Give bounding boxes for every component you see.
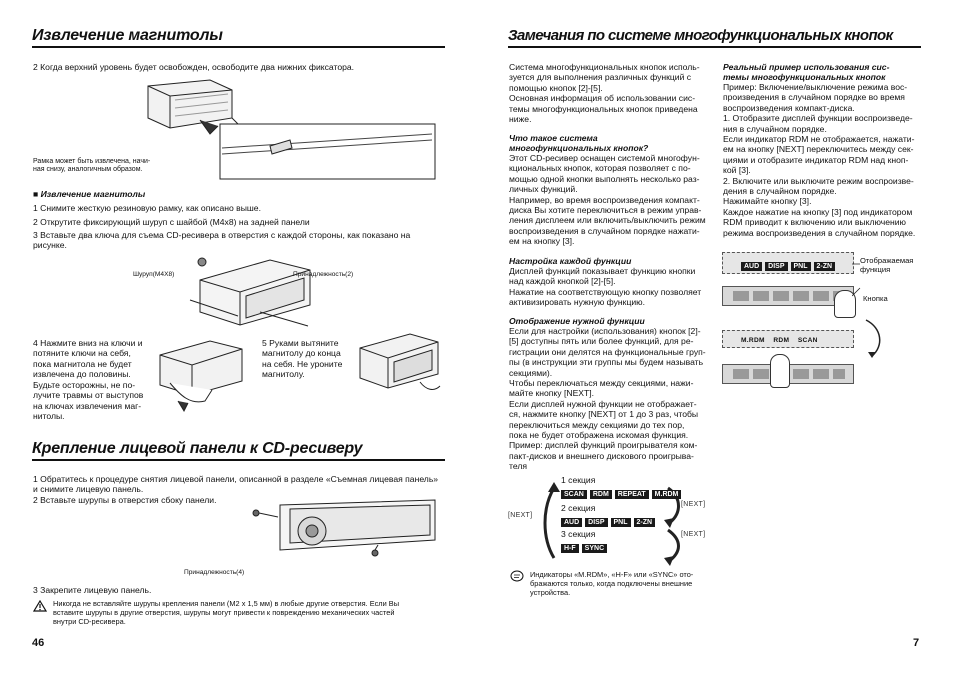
chip-repeat: REPEAT xyxy=(615,490,649,499)
chip-2zn: 2-ZN xyxy=(814,262,836,271)
note-icon xyxy=(510,570,524,582)
chip-aud: AUD xyxy=(561,518,582,527)
finger-icon xyxy=(770,354,790,388)
removal-sub-step-1: 1 Снимите жесткую резиновую рамку, как описано выше. xyxy=(33,203,261,213)
subheading-what-is: Что такое система многофункциональных кнопок? xyxy=(509,133,649,153)
displayed-function-label: Отображаемая функция xyxy=(860,256,914,274)
caution-text: Никогда не вставляйте шурупы крепления панели (M2 x 1,5 мм) в любые другие отверстия. Если Вы вставите шурупы в другие отверстия, шурупы могут привести к повреждению механических частей внутри CD-ресивера. xyxy=(53,599,400,626)
section-title-removal: Извлечение магнитолы xyxy=(32,27,223,44)
chip-aud: AUD xyxy=(741,262,762,271)
removal-sub-step-2: 2 Открутите фиксирующий шуруп с шайбой (M4x8) на задней панели xyxy=(33,217,310,227)
figure1-caption: Рамка может быть извлечена, начи- ная снизу, аналогичным образом. xyxy=(33,158,151,173)
label-rdm: RDM xyxy=(773,337,790,344)
curved-arrow-icon xyxy=(862,318,886,360)
warning-triangle-icon xyxy=(33,600,47,612)
chip-mrdm: M.RDM xyxy=(652,490,682,499)
removal-step-4: 4 Нажмите вниз на ключи и потяните ключи на себя, пока магнитола не будет извлечена до половины. xyxy=(33,338,143,380)
chip-disp: DISP xyxy=(585,518,607,527)
page-number-left: 46 xyxy=(32,637,45,649)
removal-step-2: 2 Когда верхний уровень будет освобожден, освободите два нижних фиксатора. xyxy=(33,62,355,72)
real-example-paragraph: Пример: Включение/выключение режима вос- произведения в случайном порядке во время воспроизведения компакт-диска. 1. Отобразите дисплей функции воспроизведе- ния в случайном порядке. Если индикатор RDM не отображается, нажати- ем на кнопку [NEXT] переключитесь между сек- циями и отобразите индикатор RDM над кноп- кой [3]. 2. Включите или выключите режим воспроизве- дения в случайном порядке. Нажимайте кнопку [3]. Каждое нажатие на кнопку [3] под индикатором RDM приводит к включению или выключению режима воспроизведения в случайном порядке. xyxy=(723,82,916,238)
chip-scan: SCAN xyxy=(561,490,587,499)
buttons-strip xyxy=(733,291,845,301)
figure-release-lower-hooks xyxy=(140,78,440,182)
faceplate-step-2: 2 Вставьте шурупы в отверстия сбоку панели. xyxy=(33,495,217,505)
next-label-right-2: [NEXT] xyxy=(681,531,706,538)
figure-screw-and-keys xyxy=(180,250,330,330)
function-chip-row xyxy=(741,260,838,271)
subheading-real-example: Реальный пример использования сис- темы многофункциональных кнопок xyxy=(723,62,890,82)
next-label-left: [NEXT] xyxy=(508,512,533,519)
section-3-label: 3 секция xyxy=(561,529,596,539)
function-display-2 xyxy=(722,330,854,348)
function-display xyxy=(722,252,854,274)
figure-faceplate-screws xyxy=(250,495,445,570)
chip-sync: SYNC xyxy=(582,544,607,553)
accessory-label: Принадлежность(2) xyxy=(293,271,354,278)
removal-warning: Будьте осторожны, не по- лучите травмы от выступов на ключах извлечения маг- нитолы. xyxy=(33,380,144,422)
accessory-4-label: Принадлежность(4) xyxy=(184,569,245,576)
chip-hf: H-F xyxy=(561,544,579,553)
chip-disp: DISP xyxy=(765,262,787,271)
section-3 xyxy=(561,529,610,553)
device-figure-1 xyxy=(722,252,854,318)
function-labels-row xyxy=(741,336,818,346)
button-label: Кнопка xyxy=(863,294,888,303)
square-bullet-icon: ■ xyxy=(33,189,41,199)
label-scan: SCAN xyxy=(797,337,818,344)
page-number-right: 7 xyxy=(913,637,920,649)
chip-pnl: PNL xyxy=(611,518,631,527)
note-text: Индикаторы «M.RDM», «H-F» или «SYNC» ото- бражаются только, когда подключены внешние устройства. xyxy=(530,570,694,597)
chip-pnl: PNL xyxy=(791,262,811,271)
section-1-label: 1 секция xyxy=(561,475,596,485)
faceplate-step-3: 3 Закрепите лицевую панель. xyxy=(33,585,152,595)
faceplate-step-1: 1 Обратитесь к процедуре снятия лицевой панели, описанной в разделе «Съемная лицевая панель» и снимите лицевую панель. xyxy=(33,474,439,495)
display-paragraph: Если для настройки (использования) кнопок [2]- [5] доступны пять или более функций, для ре- гистрации они делятся на функциональные груп- пы (в инструкции эти группы мы будем называть секциями). Чтобы переключаться между секциями, нажи- майте кнопку [NEXT]. Если дисплей нужной функции не отображает- ся, нажмите кнопку [NEXT] от 1 до 3 раз, чтобы переключиться между секциями до тех пор, пока не будет отображена искомая функция. Пример: дисплей функций проигрывателя ком- пакт-дисков и внешнего дискового проигрыва- теля xyxy=(509,326,706,472)
setting-paragraph: Дисплей функций показывает функцию кнопки над каждой кнопкой [2]-[5]. Нажатие на соответствующую кнопку позволяет активизировать нужную функцию. xyxy=(509,266,702,308)
chip-rdm: RDM xyxy=(590,490,612,499)
device-figure-2 xyxy=(722,330,854,388)
removal-step-5: 5 Руками вытяните магнитолу до конца на себя. Не уроните магнитолу. xyxy=(262,338,343,380)
section-2-label: 2 секция xyxy=(561,503,596,513)
intro-paragraph: Система многофункциональных кнопок исполь- зуется для выполнения различных функций с помощью кнопок [2]-[5]. Основная информация об использовании сис- темы многофункциональных кнопок приведена ниже. xyxy=(509,62,700,125)
title-rule xyxy=(32,46,445,48)
subheading-display: Отображение нужной функции xyxy=(509,316,645,326)
title-rule xyxy=(32,459,445,461)
removal-subheading: ■ Извлечение магнитолы xyxy=(33,189,146,199)
removal-sub-step-3: 3 Вставьте два ключа для съема CD-ресивера в отверстия с каждой стороны, как показано на рисунке. xyxy=(33,230,411,251)
subheading-setting: Настройка каждой функции xyxy=(509,256,632,266)
what-is-paragraph: Этот CD-ресивер оснащен системой многофун- кциональных кнопок, которая позволяет с по- мощью одной кнопки выполнять несколько раз- личных функций. Например, во время воспроизведения компакт- диска Вы хотите переключиться в режим управ- ления дисплеем или включить/выключить режим воспроизведения в случайном порядке нажати- ем на кнопку [3]. xyxy=(509,153,706,247)
next-label-right-1: [NEXT] xyxy=(681,501,706,508)
section-title-multifunction: Замечания по системе многофункциональных кнопок xyxy=(508,27,893,44)
chip-2zn: 2-ZN xyxy=(634,518,656,527)
section-1 xyxy=(561,475,684,499)
figure-pull-keys xyxy=(150,335,250,415)
title-rule xyxy=(508,46,921,48)
screw-label: Шуруп(M4X8) xyxy=(133,271,175,278)
section-title-faceplate: Крепление лицевой панели к CD-ресиверу xyxy=(32,440,363,457)
section-2 xyxy=(561,503,658,527)
label-mrdm: M.RDM xyxy=(741,337,765,344)
figure-pull-unit xyxy=(350,328,445,403)
